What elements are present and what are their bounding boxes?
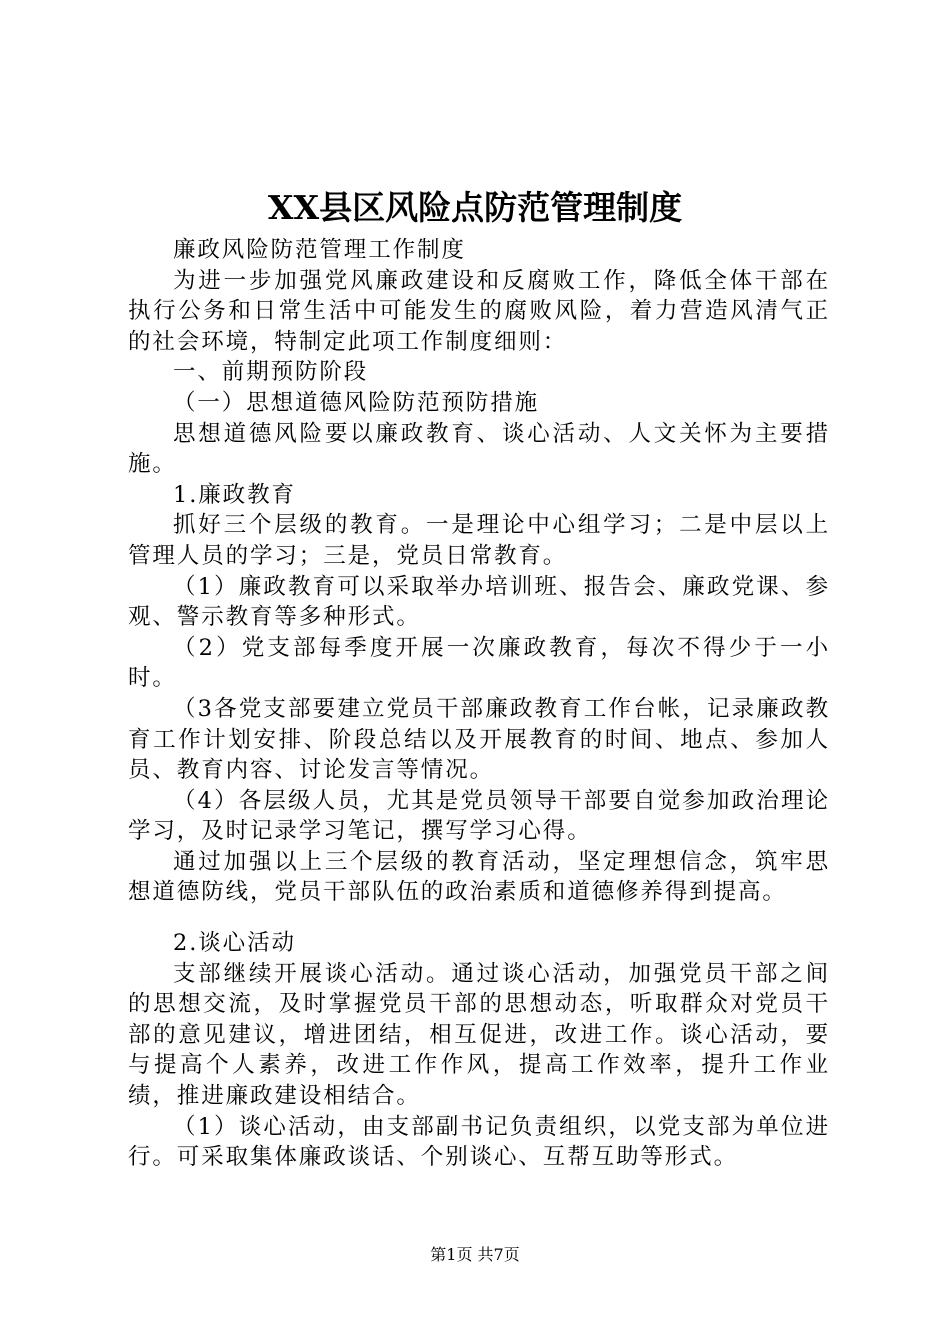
paragraph-education-item-2: （2）党支部每季度开展一次廉政教育，每次不得少于一小时。 bbox=[128, 634, 830, 692]
paragraph-education-item-1: （1）廉政教育可以采取举办培训班、报告会、廉政党课、参观、警示教育等多种形式。 bbox=[128, 573, 830, 631]
page-footer: 第1页 共7页 bbox=[430, 1245, 520, 1264]
paragraph-talks: 支部继续开展谈心活动。通过谈心活动，加强党员干部之间的思想交流，及时掌握党员干部的思想动态，听取群众对党员干部的意见建议，增进团结，相互促进，改进工作。谈心活动，要与提高个人素养，改进工作作风，提高工作效率，提升工作业绩，推进廉政建设相结合。 bbox=[128, 960, 830, 1110]
item-heading-education: 1.廉政教育 bbox=[173, 481, 296, 508]
paragraph-intro: 为进一步加强党风廉政建设和反腐败工作，降低全体干部在执行公务和日常生活中可能发生的腐败风险，着力营造风清气正的社会环境，特制定此项工作制度细则： bbox=[128, 267, 830, 355]
section-heading-1: 一、前期预防阶段 bbox=[173, 359, 369, 386]
item-heading-talks: 2.谈心活动 bbox=[173, 930, 296, 957]
paragraph-education-item-4: （4）各层级人员，尤其是党员领导干部要自觉参加政治理论学习，及时记录学习笔记，撰写学习心得。 bbox=[128, 787, 830, 845]
document-body bbox=[128, 235, 830, 1173]
subsection-heading-1: （一）思想道德风险防范预防措施 bbox=[173, 389, 540, 416]
paragraph-education-levels: 抓好三个层级的教育。一是理论中心组学习；二是中层以上管理人员的学习；三是，党员日常教育。 bbox=[128, 512, 830, 569]
paragraph-education-item-3: （3各党支部要建立党员干部廉政教育工作台帐，记录廉政教育工作计划安排、阶段总结以及开展教育的时间、地点、参加人员、教育内容、讨论发言等情况。 bbox=[128, 695, 830, 784]
paragraph-education-summary: 通过加强以上三个层级的教育活动，坚定理想信念，筑牢思想道德防线，党员干部队伍的政治素质和道德修养得到提高。 bbox=[128, 848, 830, 906]
paragraph-measures: 思想道德风险要以廉政教育、谈心活动、人文关怀为主要措施。 bbox=[128, 420, 830, 478]
paragraph-talks-item-1: （1）谈心活动，由支部副书记负责组织，以党支部为单位进行。可采取集体廉政谈话、个别谈心、互帮互助等形式。 bbox=[128, 1113, 830, 1171]
paragraph-subtitle: 廉政风险防范管理工作制度 bbox=[173, 237, 466, 263]
document-title: XX县区风险点防范管理制度 bbox=[267, 188, 683, 227]
